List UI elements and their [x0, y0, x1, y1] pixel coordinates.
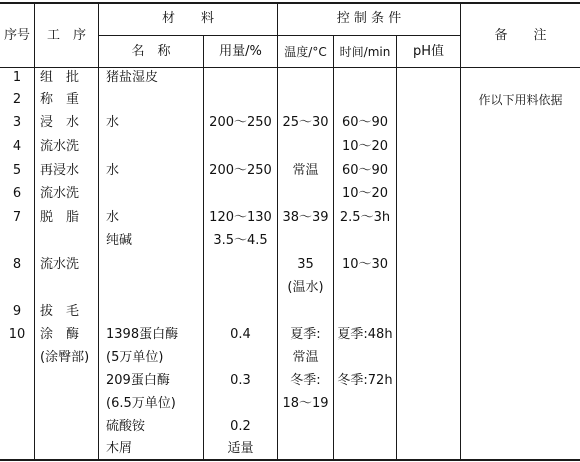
cell-seq: 9 [12, 304, 22, 319]
col-sep-1 [34, 2, 35, 460]
cell-process: 流水洗 [40, 139, 80, 154]
cell-process: 脱 脂 [40, 210, 80, 225]
cell-time: 10～30 [341, 257, 389, 272]
cell-time: 10～20 [341, 139, 389, 154]
cell-seq: 4 [12, 139, 22, 154]
cell-amount: 200～250 [209, 115, 272, 130]
cell-temp: 夏季: [290, 327, 321, 342]
cell-process: 组 批 [40, 70, 80, 85]
cell-temp: 18～19 [282, 396, 329, 411]
rule-bottom [0, 459, 580, 461]
rule-header-mid [98, 35, 460, 36]
cell-temp: (温水) [287, 280, 324, 295]
header-temp: 温度/°C [284, 45, 327, 59]
col-sep-4 [277, 2, 278, 460]
cell-name: (6.5万单位) [106, 396, 176, 411]
rule-top [0, 2, 580, 4]
cell-process: 浸 水 [40, 115, 80, 130]
cell-time: 冬季:72h [337, 373, 393, 388]
cell-time: 夏季:48h [337, 327, 393, 342]
cell-name: 木屑 [106, 441, 133, 456]
cell-name: 209蛋白酶 [106, 373, 170, 388]
cell-name: 硫酸铵 [106, 419, 146, 434]
cell-temp: 25～30 [282, 115, 329, 130]
cell-seq: 7 [12, 210, 22, 225]
cell-amount: 0.2 [230, 419, 251, 434]
cell-name: 水 [106, 115, 120, 130]
cell-seq: 1 [12, 70, 22, 85]
cell-process: 拔 毛 [40, 304, 80, 319]
cell-process: 流水洗 [40, 257, 80, 272]
cell-name: 纯碱 [106, 233, 133, 248]
header-process: 工 序 [46, 28, 86, 43]
cell-process: 涂 酶 [40, 327, 80, 342]
col-sep-5 [333, 36, 334, 460]
cell-amount: 0.3 [230, 373, 251, 388]
col-sep-6 [396, 36, 397, 460]
cell-seq: 10 [8, 327, 26, 342]
cell-seq: 2 [12, 92, 22, 107]
cell-process: 再浸水 [40, 163, 80, 178]
cell-temp: 38～39 [282, 210, 329, 225]
cell-remarks: 作以下用料依据 [478, 93, 563, 107]
cell-temp: 35 [297, 257, 314, 272]
header-materials: 材 料 [161, 11, 214, 26]
cell-process: (涂臀部) [40, 350, 90, 365]
cell-amount: 120～130 [209, 210, 272, 225]
cell-name: 猪盐湿皮 [106, 70, 159, 85]
cell-seq: 5 [12, 163, 22, 178]
cell-amount: 0.4 [230, 327, 251, 342]
cell-amount: 3.5～4.5 [213, 233, 268, 248]
col-sep-2 [98, 2, 99, 460]
cell-name: 1398蛋白酶 [106, 327, 179, 342]
header-amount: 用量/% [219, 44, 262, 59]
cell-time: 60～90 [341, 115, 389, 130]
cell-time: 60～90 [341, 163, 389, 178]
cell-temp: 常温 [292, 163, 319, 178]
header-control: 控 制 条 件 [336, 11, 402, 26]
cell-process: 流水洗 [40, 186, 80, 201]
cell-amount: 200～250 [209, 163, 272, 178]
cell-temp: 冬季: [290, 373, 321, 388]
header-ph: pH值 [412, 44, 445, 59]
cell-name: (5万单位) [106, 350, 164, 365]
header-name: 名 称 [131, 44, 171, 59]
cell-temp: 常温 [292, 350, 319, 365]
cell-amount: 适量 [227, 441, 254, 456]
cell-seq: 6 [12, 186, 22, 201]
cell-name: 水 [106, 210, 120, 225]
header-time: 时间/min [339, 45, 391, 59]
cell-name: 水 [106, 163, 120, 178]
header-seq: 序号 [3, 28, 30, 43]
cell-seq: 8 [12, 257, 22, 272]
rule-header-bottom [0, 67, 580, 68]
cell-seq: 3 [12, 115, 22, 130]
cell-process: 称 重 [40, 92, 80, 107]
header-remarks: 备 注 [494, 28, 547, 43]
col-sep-7 [460, 2, 461, 460]
cell-time: 10～20 [341, 186, 389, 201]
cell-time: 2.5～3h [339, 210, 391, 225]
